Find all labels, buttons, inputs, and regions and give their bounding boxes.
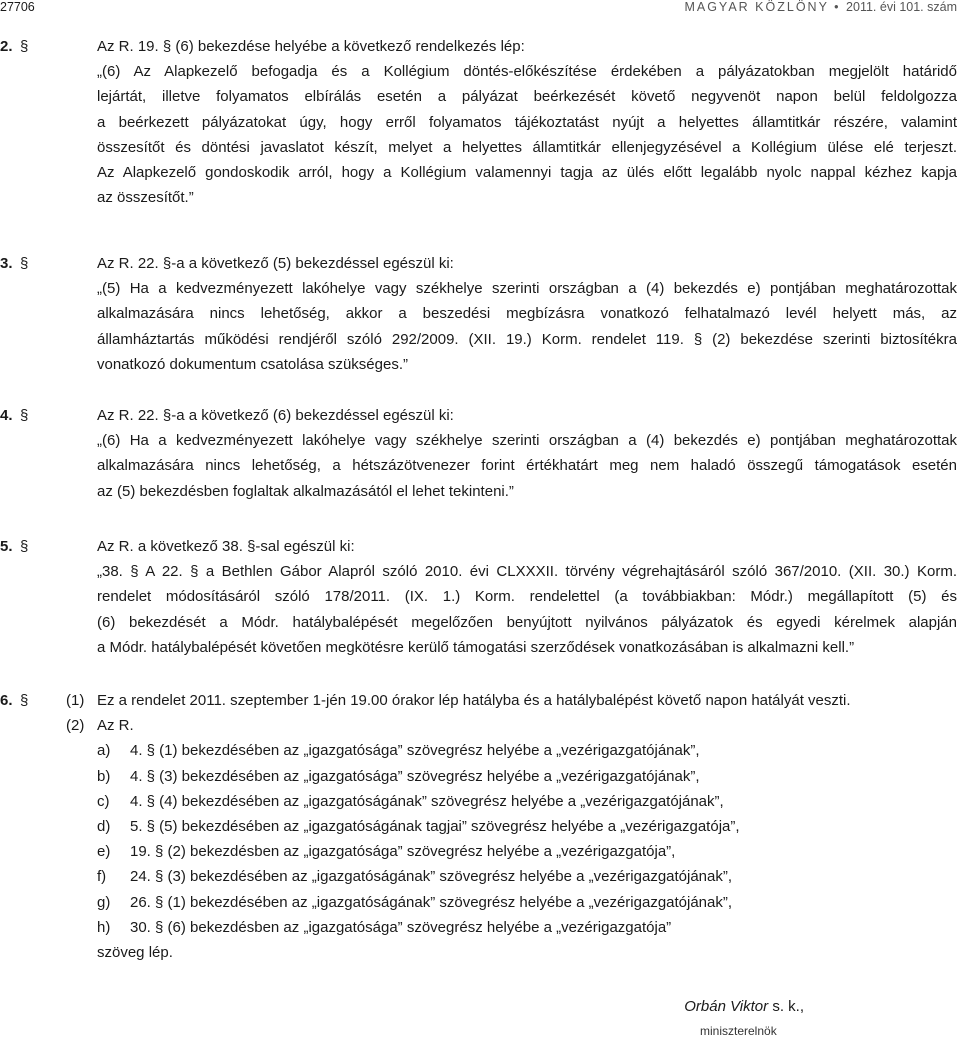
section-sign: §	[20, 255, 29, 272]
paragraph-text: Az R.	[97, 717, 134, 735]
text-line: rendelet módosításáról szóló 178/2011. (IX. 1.) Korm. rendelettel (a továbbiakban: Módr.) megállapított (5) és	[97, 588, 957, 606]
text-line: vonatkozó dokumentum csatolása szükséges.”	[97, 355, 408, 373]
section-number: 4.	[0, 407, 13, 424]
section-lead: Az R. 19. § (6) bekezdése helyébe a következő rendelkezés lép:	[97, 38, 525, 55]
section-sign: §	[20, 407, 29, 424]
text-line: „38. § A 22. § a Bethlen Gábor Alapról szóló 2010. évi CLXXXII. törvény végrehajtásáról szóló 367/2010. (XII. 30.) Korm.	[97, 563, 957, 581]
section-sign: §	[20, 692, 29, 709]
list-item: 30. § (6) bekezdésben az „igazgatósága” szövegrész helyébe a „vezérigazgatója”	[130, 918, 672, 936]
journal-title	[684, 0, 957, 14]
paragraph-label: (1)	[66, 692, 85, 709]
page-header	[0, 0, 960, 18]
section-lead: Az R. a következő 38. §-sal egészül ki:	[97, 538, 355, 555]
text-line: az (5) bekezdésben foglaltak alkalmazásától el lehet tekinteni.”	[97, 482, 514, 500]
section-3	[0, 251, 957, 377]
section-lead: Az R. 22. §-a a következő (6) bekezdéssel egészül ki:	[97, 407, 454, 424]
list-item: 26. § (1) bekezdésében az „igazgatóságának” szövegrész helyébe a „vezérigazgatójának”,	[130, 893, 733, 911]
closing-text: szöveg lép.	[97, 943, 173, 961]
item-letter: f)	[97, 868, 107, 886]
text-line: államháztartás működési rendjéről szóló 292/2009. (XII. 19.) Korm. rendelet 119. § (2) bekezdése szerinti biztosítékra	[97, 330, 957, 348]
issue-number: 2011. évi 101. szám	[846, 0, 957, 14]
list-item: 19. § (2) bekezdésben az „igazgatósága” szövegrész helyébe a „vezérigazgatója”,	[130, 843, 676, 861]
text-line: (6) bekezdését a Módr. hatálybalépését megelőzően benyújtott nyilvános pályázatok és egyedi kérelmek alapján	[97, 613, 957, 631]
paragraph-label: (2)	[66, 717, 85, 735]
text-line: az összesítőt.”	[97, 189, 194, 207]
section-number: 2.	[0, 38, 13, 55]
section-2	[0, 34, 957, 210]
journal-name: MAGYAR KÖZLÖNY	[684, 0, 829, 14]
item-letter: d)	[97, 817, 111, 835]
text-line: „(6) Az Alapkezelő befogadja és a Kollégium döntés-előkészítése érdekében a pályázatokban megjelölt határidő	[97, 63, 957, 81]
section-4	[0, 403, 957, 504]
list-item: 5. § (5) bekezdésében az „igazgatóságának tagjai” szövegrész helyébe a „vezérigazgatója”,	[130, 817, 740, 835]
signatory-title: miniszterelnök	[700, 1024, 777, 1038]
section-sign: §	[20, 538, 29, 555]
item-letter: h)	[97, 918, 111, 936]
page-number: 27706	[0, 0, 35, 14]
text-line: a Módr. hatálybalépését követően megkötésre kerülő támogatási szerződések vonatkozásában is alkalmazni kell.”	[97, 638, 855, 656]
signature	[684, 998, 804, 1015]
list-item: 24. § (3) bekezdésében az „igazgatóságának” szövegrész helyébe a „vezérigazgatójának”,	[130, 868, 733, 886]
bullet-icon: •	[834, 0, 841, 14]
item-letter: g)	[97, 893, 111, 911]
item-letter: c)	[97, 792, 110, 810]
item-letter: a)	[97, 742, 111, 760]
text-line: alkalmazására nincs lehetőség, a hétszázötvenezer forint értékhatárt meg nem haladó összegű támogatások esetén	[97, 457, 957, 475]
text-line: lejártát, illetve folyamatos elbírálás esetén a pályázat beérkezését követő negyvenöt napon belül feldolgozza	[97, 88, 957, 106]
list-item: 4. § (3) bekezdésében az „igazgatósága” szövegrész helyébe a „vezérigazgatójának”,	[130, 767, 700, 785]
text-line: „(6) Ha a kedvezményezett lakóhelye vagy székhelye szerinti országban a (4) bekezdés e) pontjában meghatározottak	[97, 432, 957, 450]
text-line: „(5) Ha a kedvezményezett lakóhelye vagy székhelye szerinti országban a (4) bekezdés e) pontjában meghatározottak	[97, 280, 957, 298]
section-6	[0, 688, 957, 965]
section-number: 5.	[0, 538, 13, 555]
list-item: 4. § (4) bekezdésében az „igazgatóságának” szövegrész helyébe a „vezérigazgatójának”,	[130, 792, 724, 810]
text-line: alkalmazására nincs lehetőség, akkor a beszedési megbízásra vonatkozó felhatalmazó levél helyett más, az	[97, 305, 957, 323]
section-number: 6.	[0, 692, 13, 709]
item-letter: e)	[97, 843, 111, 861]
signatory-suffix: s. k.,	[768, 998, 804, 1015]
section-5	[0, 534, 957, 660]
section-number: 3.	[0, 255, 13, 272]
list-item: 4. § (1) bekezdésében az „igazgatósága” szövegrész helyébe a „vezérigazgatójának”,	[130, 742, 700, 760]
text-line: összesítőt és döntési javaslatot készít, melyet a helyettes államtitkár ellenjegyzésével a Kollégium ülése elé terjeszt.	[97, 138, 957, 156]
text-line: a beérkezett pályázatokat úgy, hogy erről folyamatos tájékoztatást nyújt a helyettes államtitkár részére, valamint	[97, 113, 957, 131]
item-letter: b)	[97, 767, 111, 785]
text-line: Az Alapkezelő gondoskodik arról, hogy a Kollégium valamennyi tagja az ülés előtt legalább nyolc nappal kézhez kapja	[97, 163, 957, 181]
section-sign: §	[20, 38, 29, 55]
paragraph-text: Ez a rendelet 2011. szeptember 1-jén 19.00 órakor lép hatályba és a hatálybalépést követő napon hatályát veszti.	[97, 692, 851, 709]
section-lead: Az R. 22. §-a a következő (5) bekezdéssel egészül ki:	[97, 255, 454, 272]
signatory-name: Orbán Viktor	[684, 998, 769, 1015]
